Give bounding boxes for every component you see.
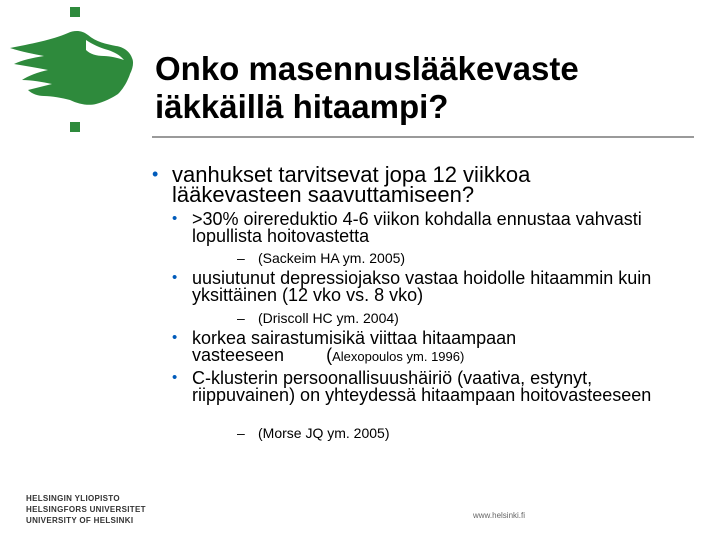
bullet-level2-personality-disorder — [172, 370, 692, 404]
university-logo — [0, 0, 150, 150]
reference-text: (Sackeim HA ym. 2005) — [258, 250, 406, 266]
bullet-text: vanhukset tarvitsevat jopa 12 viikkoa lääkevasteen saavuttamiseen? — [172, 162, 531, 207]
bullet-level2-early-reduction — [172, 211, 702, 245]
bullet-text: uusiutunut depressiojakso vastaa hoidolle hitaammin kuin yksittäinen (12 vko vs. 8 vko) — [192, 268, 652, 305]
title-divider — [152, 136, 694, 138]
dash-mark: – — [237, 425, 245, 441]
reference-text: (Driscoll HC ym. 2004) — [258, 310, 399, 326]
slide-title — [155, 50, 695, 126]
reference-driscoll — [237, 310, 399, 326]
bullet-mark: • — [152, 164, 159, 184]
bullet-level1-slow-response — [152, 162, 652, 207]
university-name-fi: HELSINGIN YLIOPISTO — [26, 494, 120, 503]
reference-open: ( — [326, 345, 333, 365]
bullet-mark: • — [172, 210, 178, 227]
bullet-mark: • — [172, 269, 178, 286]
bullet-level2-onset-age — [172, 330, 612, 365]
reference-text: (Morse JQ ym. 2005) — [258, 425, 390, 441]
university-name — [26, 493, 146, 526]
bullet-main-text: korkea sairastumisikä viittaa hitaampaan vasteeseen — [192, 328, 517, 365]
bullet-text: >30% oirereduktio 4-6 viikon kohdalla ennustaa vahvasti lopullista hoitovastetta — [192, 209, 642, 246]
bullet-mark: • — [172, 329, 178, 346]
reference-alexopoulos: Alexopoulos ym. 1996) — [332, 349, 465, 364]
title-line-1: Onko masennuslääkevaste — [155, 50, 579, 87]
university-name-sv: HELSINGFORS UNIVERSITET — [26, 505, 146, 514]
dash-mark: – — [237, 310, 245, 326]
bullet-mark: • — [172, 369, 178, 386]
bullet-text — [192, 330, 612, 365]
reference-sackeim — [237, 250, 405, 266]
footer-url: www.helsinki.fi — [473, 511, 526, 520]
reference-morse — [237, 425, 389, 441]
university-name-en: UNIVERSITY OF HELSINKI — [26, 516, 134, 525]
bullet-text: C-klusterin persoonallisuushäiriö (vaativa, estynyt, riippuvainen) on yhteydessä hitaampaan hoitovasteeseen — [192, 368, 652, 405]
title-line-2: iäkkäillä hitaampi? — [155, 88, 449, 125]
dash-mark: – — [237, 250, 245, 266]
bullet-level2-recurrent-episode — [172, 270, 702, 304]
